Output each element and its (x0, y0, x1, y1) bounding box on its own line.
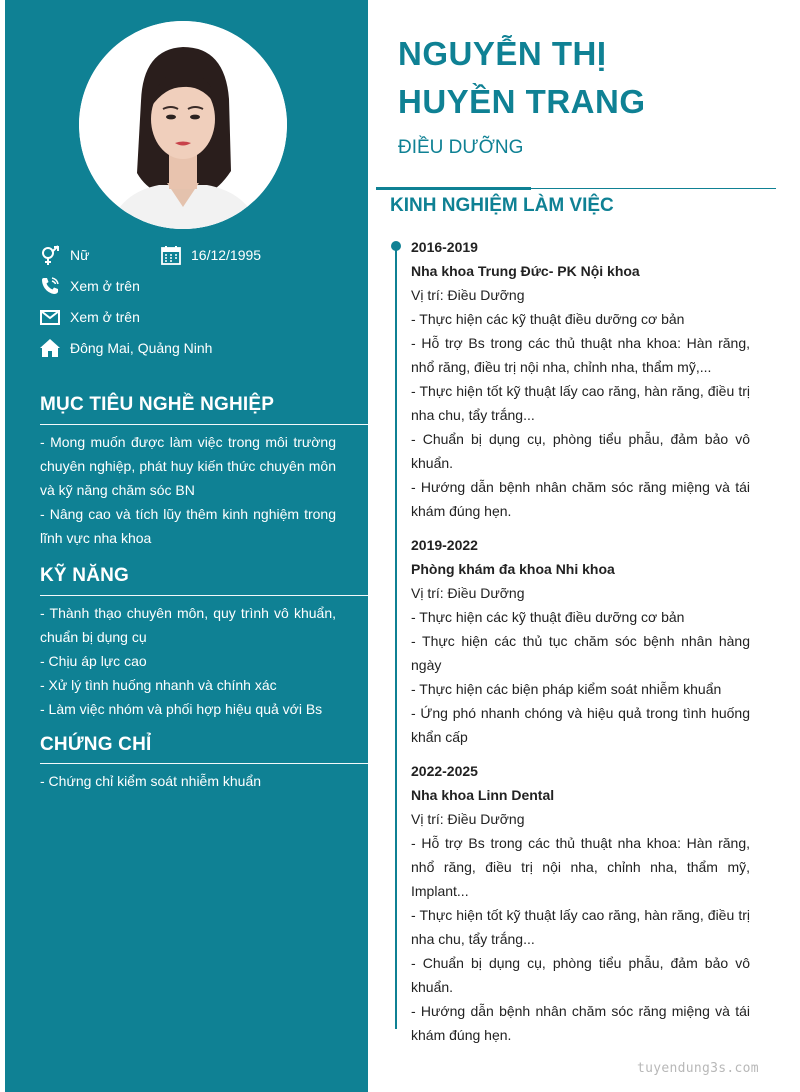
experience-line: - Ứng phó nhanh chóng và hiệu quả trong tình huống khẩn cấp (411, 705, 750, 745)
objective-title: MỤC TIÊU NGHỀ NGHIỆP (40, 394, 275, 415)
objective-divider (40, 424, 368, 425)
experience-line: - Thực hiện các kỹ thuật điều dưỡng cơ bản (411, 311, 685, 327)
job-role: ĐIỀU DƯỠNG (398, 137, 524, 158)
address-row (39, 337, 212, 359)
timeline-dot (391, 241, 401, 251)
sidebar (5, 0, 368, 1092)
candidate-name (398, 30, 646, 126)
skills-title: KỸ NĂNG (40, 565, 130, 586)
watermark: tuyendung3s.com (637, 1061, 759, 1076)
experience-company: Phòng khám đa khoa Nhi khoa (411, 561, 615, 577)
experience-item-1 (411, 235, 750, 523)
experience-line: - Hướng dẫn bệnh nhân chăm sóc răng miệng và tái khám đúng hẹn. (411, 1003, 750, 1043)
timeline-line (395, 246, 397, 1029)
gender-icon (39, 244, 61, 266)
experience-line: - Hỗ trợ Bs trong các thủ thuật nha khoa: Hàn răng, nhổ răng, điều trị nội nha, chỉnh nha, thẩm mỹ,... (411, 335, 750, 375)
experience-item-2 (411, 533, 750, 749)
email-text: Xem ở trên (70, 309, 140, 325)
gender-row (39, 244, 89, 266)
certificates-divider (40, 763, 368, 764)
objective-body (40, 430, 336, 550)
experience-line: - Thực hiện tốt kỹ thuật lấy cao răng, hàn răng, điều trị nha chu, tẩy trắng... (411, 383, 750, 423)
experience-company: Nha khoa Trung Đức- PK Nội khoa (411, 263, 640, 279)
birthdate-text: 16/12/1995 (191, 247, 262, 263)
skills-line: - Làm việc nhóm và phối hợp hiệu quả với Bs (40, 701, 323, 717)
profile-photo (79, 21, 287, 229)
experience-period: 2016-2019 (411, 239, 478, 255)
experience-company: Nha khoa Linn Dental (411, 787, 555, 803)
experience-period: 2019-2022 (411, 537, 478, 553)
experience-line: Vị trí: Điều Dưỡng (411, 585, 525, 601)
experience-line: - Thực hiện các biện pháp kiểm soát nhiễm khuẩn (411, 681, 722, 697)
experience-period: 2022-2025 (411, 763, 478, 779)
name-line-1: NGUYỄN THỊ (398, 35, 607, 72)
birthdate-row (160, 244, 261, 266)
email-icon (39, 306, 61, 328)
certificates-body (40, 769, 336, 793)
skills-line: - Chịu áp lực cao (40, 653, 147, 669)
experience-line: - Thực hiện các kỹ thuật điều dưỡng cơ bản (411, 609, 685, 625)
objective-line: - Mong muốn được làm việc trong môi trường chuyên nghiệp, phát huy kiến thức chuyên môn và kỹ năng chăm sóc BN (40, 434, 336, 498)
skills-line: - Thành thạo chuyên môn, quy trình vô khuẩn, chuẩn bị dụng cụ (40, 605, 336, 645)
calendar-icon (160, 244, 182, 266)
address-text: Đông Mai, Quảng Ninh (70, 340, 213, 356)
experience-line: - Chuẩn bị dụng cụ, phòng tiểu phẫu, đảm bảo vô khuẩn. (411, 955, 750, 995)
experience-line: - Thực hiện tốt kỹ thuật lấy cao răng, hàn răng, điều trị nha chu, tẩy trắng... (411, 907, 750, 947)
certificates-line: - Chứng chỉ kiểm soát nhiễm khuẩn (40, 773, 262, 789)
gender-text: Nữ (70, 247, 90, 263)
experience-rule-accent (376, 187, 531, 190)
objective-line: - Nâng cao và tích lũy thêm kinh nghiệm trong lĩnh vực nha khoa (40, 506, 336, 546)
skills-line: - Xử lý tình huống nhanh và chính xác (40, 677, 277, 693)
name-line-2: HUYỀN TRANG (398, 83, 646, 120)
home-icon (39, 337, 61, 359)
phone-icon (39, 275, 61, 297)
experience-line: - Hướng dẫn bệnh nhân chăm sóc răng miệng và tái khám đúng hẹn. (411, 479, 750, 519)
skills-divider (40, 595, 368, 596)
experience-line: - Chuẩn bị dụng cụ, phòng tiểu phẫu, đảm bảo vô khuẩn. (411, 431, 750, 471)
email-row (39, 306, 140, 328)
skills-body (40, 601, 336, 721)
experience-line: - Hỗ trợ Bs trong các thủ thuật nha khoa: Hàn răng, nhổ răng, điều trị nội nha, chỉnh nha, thẩm mỹ, Implant... (411, 835, 750, 899)
experience-line: - Thực hiện các thủ tục chăm sóc bệnh nhân hàng ngày (411, 633, 750, 673)
experience-item-3 (411, 759, 750, 1047)
phone-row (39, 275, 140, 297)
experience-line: Vị trí: Điều Dưỡng (411, 811, 525, 827)
phone-text: Xem ở trên (70, 278, 140, 294)
experience-line: Vị trí: Điều Dưỡng (411, 287, 525, 303)
experience-title: KINH NGHIỆM LÀM VIỆC (390, 195, 614, 216)
certificates-title: CHỨNG CHỈ (40, 734, 152, 755)
